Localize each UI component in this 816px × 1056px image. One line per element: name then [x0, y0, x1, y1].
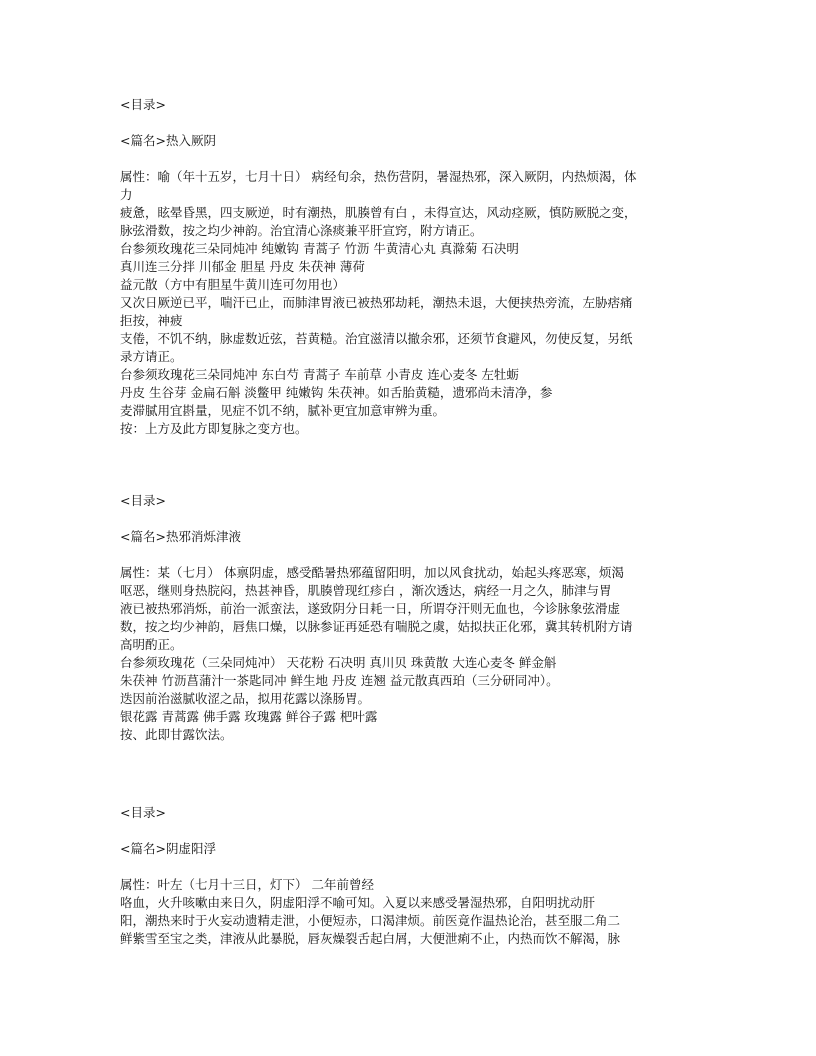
text-line: 迭因前治滋腻收涩之品，拟用花露以涤肠胃。: [120, 691, 371, 706]
text-line: 益元散（方中有胆星牛黄川连可勿用也）: [120, 277, 346, 292]
section-title-3: <篇名>阴虚阳浮: [120, 841, 216, 856]
text-line: 属性：叶左（七月十三日，灯下） 二年前曾经: [120, 877, 374, 892]
toc-link-2[interactable]: <目录>: [120, 493, 166, 508]
text-line: 台参须玫瑰花（三朵同炖冲） 天花粉 石决明 真川贝 珠黄散 大连心麦冬 鲜金斛: [120, 655, 557, 670]
text-line: 台参须玫瑰花三朵同炖冲 东白芍 青蒿子 车前草 小青皮 连心麦冬 左牡蛎: [120, 367, 519, 382]
text-line: 疲惫，眩晕昏黑，四支厥逆，时有潮热，肌腠曾有白 ，未得宣达，风动痉厥，慎防厥脱之变，: [120, 205, 637, 220]
text-line: 银花露 青蒿露 佛手露 玫瑰露 鲜谷子露 杷叶露: [120, 709, 378, 724]
section-title-2: <篇名>热邪消烁津液: [120, 529, 241, 544]
text-line: 咯血，火升咳嗽由来日久，阴虚阳浮不喻可知。入夏以来感受暑湿热邪，自阳明扰动肝: [120, 895, 596, 910]
text-line: 力: [120, 187, 133, 202]
section-title-1: <篇名>热入厥阴: [120, 133, 216, 148]
text-line: 拒按，神疲: [120, 313, 183, 328]
text-line: 阳，潮热来时于火妄动遗精走泄，小便短赤，口渴津烦。前医竟作温热论治，甚至服二角二: [120, 913, 621, 928]
text-line: 属性：喻（年十五岁，七月十日） 病经旬余，热伤营阴，暑湿热邪，深入厥阴，内热烦渴，体: [120, 169, 637, 184]
text-line: 鲜紫雪至宝之类，津液从此暴脱，唇灰燥裂舌起白屑，大便泄痢不止，内热而饮不解渴，脉: [120, 931, 621, 946]
toc-link-3[interactable]: <目录>: [120, 805, 166, 820]
text-line: 按：上方及此方即复脉之变方也。: [120, 421, 308, 436]
text-line: 真川连三分拌 川郁金 胆星 丹皮 朱茯神 薄荷: [120, 259, 365, 274]
toc-link-1[interactable]: <目录>: [120, 97, 166, 112]
text-line: 脉弦滑数，按之均少神韵。治宜清心涤痰兼平肝宣窍，附方请正。: [120, 223, 483, 238]
text-line: 支倦，不饥不纳，脉虚数近弦，苔黄糙。治宜滋清以撤余邪，还须节食避风，勿使反复，另纸: [120, 331, 633, 346]
text-line: 台参须玫瑰花三朵同炖冲 纯嫩钩 青蒿子 竹沥 牛黄清心丸 真滁菊 石决明: [120, 241, 519, 256]
text-line: 朱茯神 竹沥菖蒲汁一茶匙同冲 鲜生地 丹皮 连翘 益元散真西珀（三分研同冲）。: [120, 673, 559, 688]
text-line: 液已被热邪消烁，前治一派蛮法，遂致阴分日耗一日，所谓夺汗则无血也，今诊脉象弦滑虚: [120, 601, 621, 616]
text-line: 麦滞腻用宜斟量，见症不饥不纳，腻补更宜加意审辨为重。: [120, 403, 446, 418]
text-line: 数，按之均少神韵，唇焦口燥，以脉参证再延恐有喘脱之虞，姑拟扶正化邪，冀其转机附方请: [120, 619, 633, 634]
text-line: 录方请正。: [120, 349, 183, 364]
text-line: 丹皮 生谷芽 金扁石斛 淡鳖甲 纯嫩钩 朱茯神。如舌胎黄糙，遗邪尚未清净，参: [120, 385, 553, 400]
text-line: 属性：某（七月） 体禀阴虚，感受酷暑热邪蕴留阳明，加以风食扰动，始起头疼恶寒，烦渴: [120, 565, 624, 580]
text-line: 呕恶，继则身热脘闷，热甚神昏，肌腠曾现红疹白 ，渐次透达，病经一月之久，肺津与胃: [120, 583, 612, 598]
text-line: 又次日厥逆已平，喘汗已止，而肺津胃液已被热邪劫耗，潮热未退，大便挟热旁流，左胁痞痛: [120, 295, 633, 310]
text-line: 高明酌正。: [120, 637, 183, 652]
text-line: 按、此即甘露饮法。: [120, 727, 233, 742]
